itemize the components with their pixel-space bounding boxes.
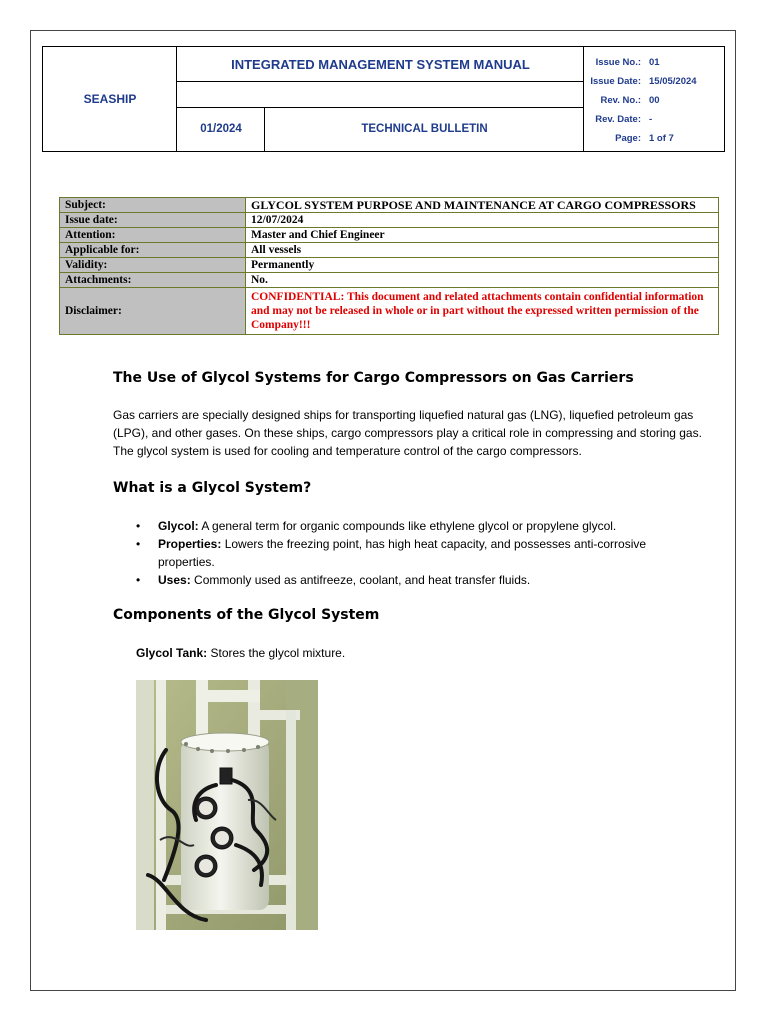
info-key: Validity: <box>60 258 246 273</box>
info-value: GLYCOL SYSTEM PURPOSE AND MAINTENANCE AT CARGO COMPRESSORS <box>246 198 719 213</box>
bulletin-info-table <box>59 197 719 335</box>
meta-row-rev-no <box>585 91 725 110</box>
bullet-text: A general term for organic compounds like ethylene glycol or propylene glycol. <box>198 519 617 533</box>
table-row <box>60 213 719 228</box>
info-key: Issue date: <box>60 213 246 228</box>
intro-paragraph: Gas carriers are specially designed ships for transporting liquefied natural gas (LNG), liquefied petroleum gas (LPG), and other gases. On these ships, cargo compressors play a critical role in compressing and storing gas. The glycol system is used for cooling and temperature control of the cargo compressors. <box>113 408 702 458</box>
document-meta <box>585 53 725 148</box>
glycol-tank-description <box>136 646 345 660</box>
divider <box>583 47 584 151</box>
tank-text: Stores the glycol mixture. <box>207 646 346 660</box>
table-row <box>60 228 719 243</box>
info-key: Attention: <box>60 228 246 243</box>
glycol-bullet-list <box>136 517 696 589</box>
section-heading: Components of the Glycol System <box>113 607 380 623</box>
meta-row-page <box>585 129 725 148</box>
info-key: Applicable for: <box>60 243 246 258</box>
table-row <box>60 198 719 213</box>
info-value: Permanently <box>246 258 719 273</box>
disclaimer-text: CONFIDENTIAL: This document and related attachments contain confidential information and may not be released in whole or in part without the expressed written permission of the Company!!! <box>246 288 719 335</box>
manual-title: INTEGRATED MANAGEMENT SYSTEM MANUAL <box>231 56 530 72</box>
divider <box>177 81 584 82</box>
info-value: No. <box>246 273 719 288</box>
bullet-term: Uses: <box>158 573 191 587</box>
glycol-tank-photo <box>136 680 318 930</box>
info-value: 12/07/2024 <box>246 213 719 228</box>
list-item <box>136 535 696 571</box>
list-item <box>136 571 696 589</box>
meta-key: Page: <box>615 133 641 144</box>
info-key: Subject: <box>60 198 246 213</box>
meta-row-rev-date <box>585 110 725 129</box>
meta-value: 00 <box>649 95 660 106</box>
divider <box>177 107 584 108</box>
meta-key: Issue Date: <box>590 76 641 87</box>
meta-key: Rev. Date: <box>595 114 641 125</box>
divider <box>176 47 177 151</box>
meta-value: 15/05/2024 <box>649 76 697 87</box>
document-type: TECHNICAL BULLETIN <box>361 123 488 135</box>
info-key: Disclaimer: <box>60 288 246 335</box>
bullet-icon: • <box>136 573 141 587</box>
bullet-text: Lowers the freezing point, has high heat capacity, and possesses anti-corrosive properties. <box>158 537 647 569</box>
table-row <box>60 288 719 335</box>
table-row <box>60 243 719 258</box>
document-number: 01/2024 <box>200 123 242 135</box>
table-row <box>60 273 719 288</box>
section-heading: What is a Glycol System? <box>113 480 312 496</box>
table-row <box>60 258 719 273</box>
divider <box>264 107 265 151</box>
bullet-term: Glycol: <box>158 519 199 533</box>
meta-key: Rev. No.: <box>600 95 641 106</box>
bullet-icon: • <box>136 519 141 533</box>
meta-row-issue-no <box>585 53 725 72</box>
tank-term: Glycol Tank: <box>136 646 208 660</box>
list-item <box>136 517 696 535</box>
document-header <box>42 46 725 152</box>
meta-row-issue-date <box>585 72 725 91</box>
section-heading: The Use of Glycol Systems for Cargo Compressors on Gas Carriers <box>113 370 634 386</box>
info-value: All vessels <box>246 243 719 258</box>
meta-value: - <box>649 114 653 125</box>
bullet-icon: • <box>136 537 141 551</box>
meta-value: 1 of 7 <box>649 133 674 144</box>
bullet-term: Properties: <box>158 537 222 551</box>
company-name: SEASHIP <box>83 92 137 106</box>
meta-key: Issue No.: <box>595 57 641 68</box>
bullet-text: Commonly used as antifreeze, coolant, and heat transfer fluids. <box>190 573 531 587</box>
info-value: Master and Chief Engineer <box>246 228 719 243</box>
meta-value: 01 <box>649 57 660 68</box>
info-key: Attachments: <box>60 273 246 288</box>
